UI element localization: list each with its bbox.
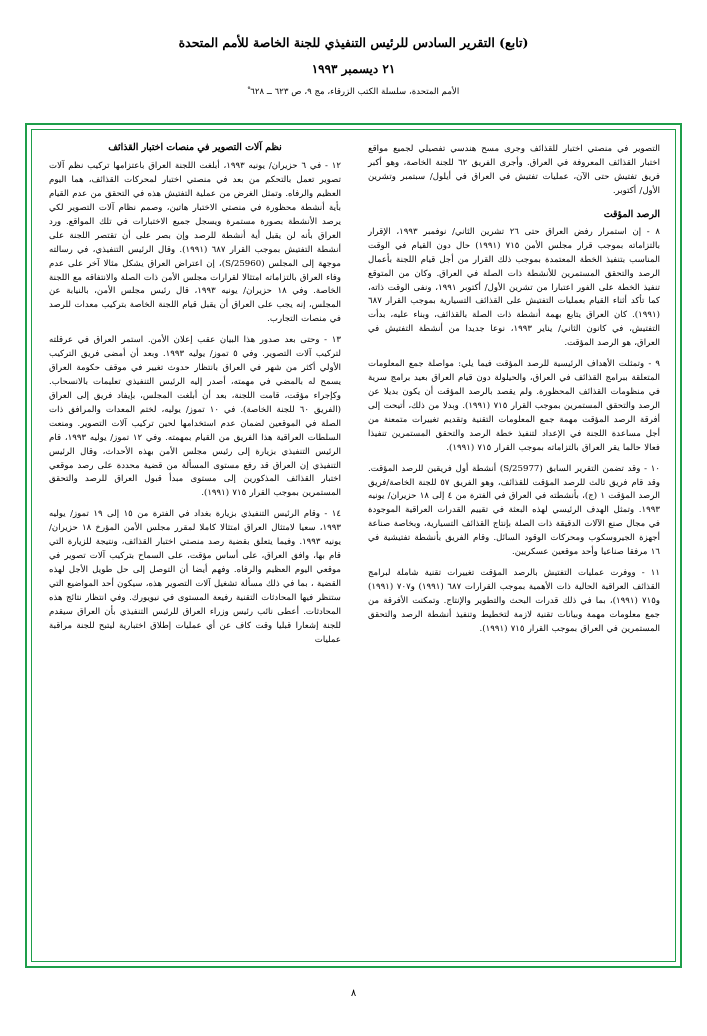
document-title: (تابع) التقرير السادس للرئيس التنفيذي للجنة الخاصة للأمم المتحدة: [178, 35, 529, 50]
page-header: [0, 0, 707, 97]
document-source-citation: الأمم المتحدة، سلسلة الكتب الزرقاء، مج ٩، ص ٦٢٣ ــ ٦٢٨ ْ: [247, 86, 460, 97]
paragraph: ١١ - ووفرت عمليات التفتيش بالرصد المؤقت تغييرات تقنية شاملة لبرامج القذائف العراقية الحالية ذات الأهمية بموجب القرارات ٦٨٧ (١٩٩١) و٧٠٧ (١٩٩١) و٧١٥ (١٩٩١)، بما في ذلك قدرات البحث والتطوير والإنتاج. وتمكنت الأفرقة من جمع معلومات مهمة وبيانات تقنية لازمة لتخطيط وتنفيذ أنشطة الرصد والتحقق المستمرين في العراق بموجب القرار ٧١٥ (١٩٩١).: [368, 568, 660, 634]
section-heading-interim-monitoring: الرصد المؤقت: [603, 208, 660, 220]
paragraph: ١٢ - في ٦ حزيران/ يونيه ١٩٩٣، أبلغت اللجنة العراق باعتزامها تركيب نظم آلات تصوير تعمل بالتحكم من بعد في منصتي اختبار لمحركات القذائف، هما اليوم العظيم والرفاه. وتمثل الغرض من عملية التفتيش هذه في التحقق من عدم القيام بأية أنشطة محظورة في منصتي الاختبار هاتين، وصمم نظام آلات التصوير لكي يرصد الأنشطة بصورة مستمرة ويسجل جميع الاختبارات في تلك المواقع. ورد العراق بأنه لن يقبل أية أنشطة للرصد وإن بصر على أن تقتصر اللجنة على أنشطة التفتيش بموجب القرار ٦٨٧ (١٩٩١). وقال الرئيس التنفيذي، في رسالته موجهة إلى المجلس (S/25960)، إن اعتراض العراق يشكل مثالا آخر على عدم وفاء العراق بالتزاماته امتثالا لقرارات مجلس الأمن ذات الصلة والانتفاقه مع اللجنة الخاصة. وفي ١٨ حزيران/ يونيه ١٩٩٣، قال رئيس مجلس الأمن، بالنيابة عن المجلس، إنه يجب على العراق أن يقبل قيام اللجنة الخاصة بتركيب معدات للرصد في منصات التجارب.: [49, 161, 342, 325]
paragraph: التصوير في منصتي اختبار للقذائف وجرى مسح هندسي تفصيلي لجميع مواقع اختبار القذائف المعروفة في العراق. وأجرى الفريق ٦٢ للجنة الخاصة، وهو أكبر فريق تفتيش حتى الآن، عمليات تفتيش في العراق في أيلول/ سبتمبر وتشرين الأول/ أكتوبر.: [368, 144, 660, 196]
paragraph: ١٤ - وقام الرئيس التنفيذي بزيارة بغداد في الفترة من ١٥ إلى ١٩ تموز/ يوليه ١٩٩٣، سعيا لامتثال العراق امتثالا كاملا لمقرر مجلس الأمن المؤرخ ١٨ حزيران/ يونيه ١٩٩٣. وفيما يتعلق بقضية رصد منصتي اختبار القذائف، ونتيجة للزيارة التي قام بها، وافق العراق، على أساس مؤقت، على السماح بتركيب آلات تصوير في موقعي اليوم العظيم والرفاه. وفهم أيضا أن التوصل إلى حل طويل الأجل لهذه القضية ، بما في ذلك مسألة تشغيل آلات التصوير هذه، سيكون أحد المواضيع التي ستنظر فيها المحادثات التقنية رفيعة المستوى في نيويورك. وفي انتظار نتائج هذه المحادثات. أعطى نائب رئيس وزراء العراق للرئيس التنفيذي بأن العراق سيقدم للجنة إشعارا قبليا وقت كاف عن أي عمليات إطلاق اختبارية ليتبح للجنة مراقبة عمليات: [49, 509, 342, 645]
column-left: [49, 141, 341, 949]
document-date: ٢١ ديسمبر ١٩٩٣: [311, 61, 396, 76]
paragraph: ١٣ - وحتى بعد صدور هذا البيان عقب إعلان الأمن. استمر العراق في عرقلته لتركيب آلات التصوير. وفي ٥ تموز/ يوليه ١٩٩٣. وبعد أن أمضى فريق التركيب الأولي أكثر من شهر في العراق بانتظار حدوث تغيير في موقف حكومة العراق يسمح له بالمضي في مهمته، أصدر إليه الرئيس التنفيذي تعليمات بالانسحاب. وكإجراء مؤقت، قامت اللجنة، بعد أن أبلغت المجلس، بإيفاد فريق إلى العراق (الفريق ٦٠ للجنة الخاصة). في ١٠ تموز/ يوليه، لختم المعدات والمرافق ذات الصلة في الموقعين لضمان عدم استخدامها لحين تركيب آلات التصوير. ومنعت السلطات العراقية هذا الفريق من القيام بمهمته. وفي ١٢ تموز/ يوليه ١٩٩٣، قام الرئيس التنفيذي بزيارة إلى رئيس مجلس الأمن بهذه الأحداث، وقال الرئيس التنفيذي إن العراق قد رفع مستوى المسألة من قضية محددة على رصد موقعي اختبار القذائف المذكورين إلى مستوى مبدأ قبول العراق للرصد والتحقق المستمرين بموجب القرار ٧١٥ (١٩٩١).: [49, 335, 341, 499]
text-columns: [49, 141, 660, 949]
paragraph: ١٠ - وقد تضمن التقرير السابق (S/25977) أنشطة أول فريقين للرصد المؤقت. وقد قام فريق ثالث للرصد المؤقت للقذائف، وهو الفريق ٥٧ للجنة الخاصة/فريق الرصد المؤقت ١ (ج)، بأنشطته في العراق في الفترة من ٤ إلى ١٨ حزيران/ يونيه ١٩٩٣. وتمثل الهدف الرئيسي لهذه البعثة في تقييم القدرات العراقية الموجودة في مجال صنع الآلات الدقيقة ذات الصلة بإنتاج القذائف التسيارية، وبخاصة صناعة أجهزة الجيروسكوب ومحركات الوقود السائل. وقام الفريق بأنشطة تفتيشية في ١٦ مرفقا صناعيا وأحد موقعين عسكريين.: [368, 463, 661, 558]
column-right: [368, 141, 660, 949]
paragraph: ٩ - وتمثلت الأهداف الرئيسية للرصد المؤقت فيما يلي: مواصلة جمع المعلومات المتعلقة ببرامج القذائف في العراق، والحيلولة دون قيام العراق بعيد برامج سرية في منظومات القذائف المحظورة. ولم يقصد بالرصد المؤقت أن يكون بديلا عن الرصد والتحقق المستمرين بموجب القرار ٧١٥ (١٩٩١). وبدلا من ذلك، أتيحت إلى أفرقة الرصد المؤقت مهمة جمع المعلومات التقنية وتقديم تغييرات متمعنة من أجل مساعدة اللجنة في الإعداد لتنفيذ خطة الرصد والتحقق المستمرين تنفيذا فعالا حالما يقر العراق بالتزاماته بموجب القرار ٧١٥ (١٩٩١).: [368, 359, 660, 453]
section-heading-camera-systems: نظم آلات التصوير في منصات اختبار القذائف: [108, 142, 282, 153]
page-number: ٨: [350, 988, 357, 999]
content-frame-outer: [25, 123, 682, 968]
paragraph: ٨ - إن استمرار رفض العراق حتى ٢٦ تشرين الثاني/ نوفمبر ١٩٩٣، الإقرار بالتزاماته بموجب قرار مجلس الأمن ٧١٥ (١٩٩١) حال دون القيام في الوقت المناسب بتنفيذ الخطة المعتمدة بموجب ذلك القرار من أجل قيام اللجنة بأعمال الرصد والتحقق المستمرين للأنشطة ذات الصلة في العراق. وكان من المتوقع تنفيذ الخطة على الفور اعتبارا من تشرين الأول/ أكتوبر ١٩٩١، ونفى الوقت ذاته، كما تأكد أثناء القيام بعمليات التفتيش على القذائف التسيارية بموجب القرار ٦٨٧ (١٩٩١). كان العراق يتابع بهمة أنشطة ذات الصلة بالقذائف، وبناء عليه، بدأت التفتيش، في كانون الثاني/ يناير ١٩٩٣، نوعا جديدا من أنشطة التفتيش في العراق، هو الرصد المؤقت.: [368, 226, 660, 349]
